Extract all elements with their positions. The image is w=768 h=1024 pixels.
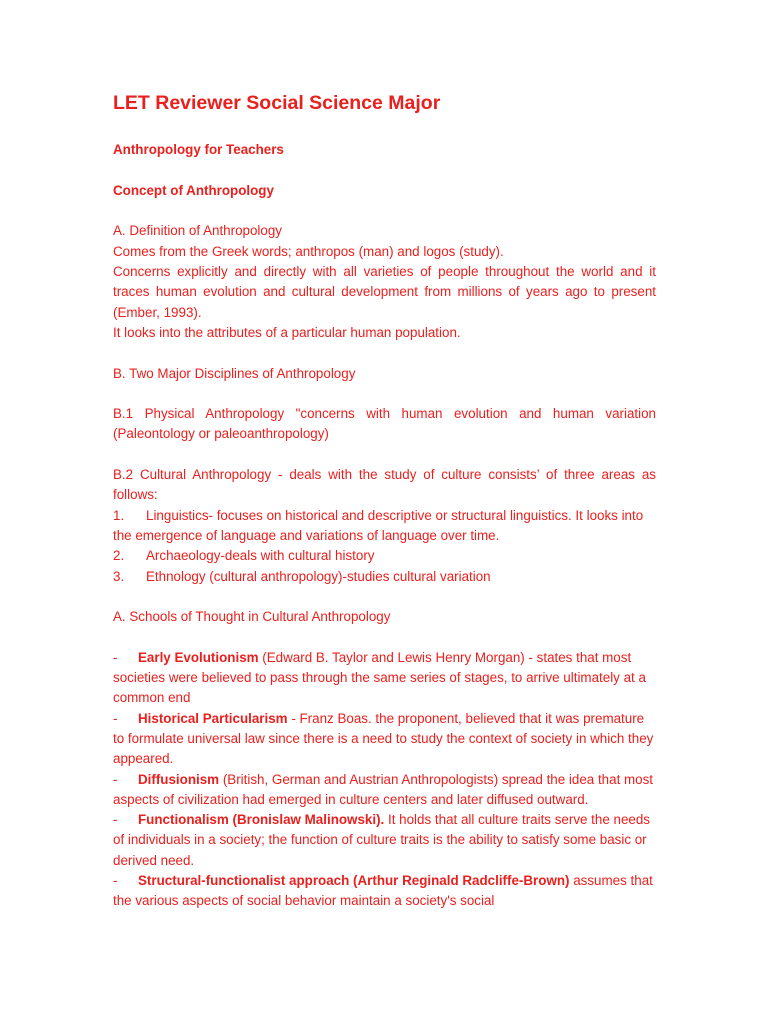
school-item [113, 770, 656, 811]
item-number: 2. [113, 548, 125, 564]
school-description: assumes that the various aspects of social behavior maintain a society's social [113, 872, 653, 909]
physical-anthropology-paragraph: B.1 Physical Anthropology "concerns with human evolution and human variation (Paleontology or paleoanthropology) [113, 406, 656, 442]
item-text: Linguistics- focuses on historical and descriptive or structural linguistics. It looks into the emergence of language and variations of language over time. [113, 507, 644, 543]
document-title: LET Reviewer Social Science Major [113, 92, 441, 114]
school-item [113, 871, 656, 912]
spacer [113, 120, 656, 140]
school-term: Early Evolutionism [138, 649, 259, 665]
school-description: It holds that all culture traits serve the needs of individuals in a society; the function of culture traits is the ability to satisfy some basic or derived need. [113, 812, 651, 868]
spacer [113, 343, 656, 363]
numbered-item [113, 567, 656, 587]
spacer [113, 445, 656, 465]
definition-line: Concerns explicitly and directly with all varieties of people throughout the world and it traces human evolution and cultural development from millions of years ago to present (Ember, 1993). [113, 264, 656, 320]
bullet-dash: - [113, 649, 118, 665]
document-page [113, 90, 656, 912]
school-item [113, 709, 656, 770]
item-number: 3. [113, 568, 125, 584]
school-description: - Franz Boas. the proponent, believed that it was premature to formulate universal law since there is a need to study the context of society in which they appeared. [113, 710, 654, 767]
spacer [113, 587, 656, 607]
numbered-item [113, 506, 656, 547]
school-term: Historical Particularism [138, 710, 288, 726]
subtitle: Anthropology for Teachers [113, 142, 284, 158]
definition-line: It looks into the attributes of a particular human population. [113, 324, 461, 340]
cultural-anthropology-paragraph: B.2 Cultural Anthropology - deals with the study of culture consists’ of three areas as follows: [113, 467, 656, 503]
spacer [113, 201, 656, 221]
bullet-dash: - [113, 812, 118, 828]
school-item [113, 810, 656, 871]
bullet-dash: - [113, 771, 118, 787]
school-term: Functionalism (Bronislaw Malinowski). [138, 812, 385, 828]
item-number: 1. [113, 507, 125, 523]
bullet-dash: - [113, 872, 118, 888]
bullet-dash: - [113, 710, 118, 726]
concept-heading: Concept of Anthropology [113, 182, 274, 198]
section-b-heading: B. Two Major Disciplines of Anthropology [113, 365, 356, 381]
item-text: Archaeology-deals with cultural history [146, 548, 375, 564]
school-term: Diffusionism [138, 771, 220, 787]
definition-line: Comes from the Greek words; anthropos (man) and logos (study). [113, 243, 504, 259]
section-a-heading: A. Definition of Anthropology [113, 223, 282, 239]
spacer [113, 384, 656, 404]
school-term: Structural-functionalist approach (Arthur Reginald Radcliffe-Brown) [138, 872, 570, 888]
numbered-item [113, 546, 656, 566]
item-text: Ethnology (cultural anthropology)-studies cultural variation [146, 568, 491, 584]
schools-heading: A. Schools of Thought in Cultural Anthropology [113, 609, 391, 625]
spacer [113, 161, 656, 181]
spacer [113, 627, 656, 647]
school-description: (Edward B. Taylor and Lewis Henry Morgan) - states that most societies were believed to pass through the same series of stages, to arrive ultimately at a common end [113, 649, 646, 706]
school-description: (British, German and Austrian Anthropologists) spread the idea that most aspects of civilization had emerged in culture centers and later diffused outward. [113, 771, 654, 807]
school-item [113, 648, 656, 709]
